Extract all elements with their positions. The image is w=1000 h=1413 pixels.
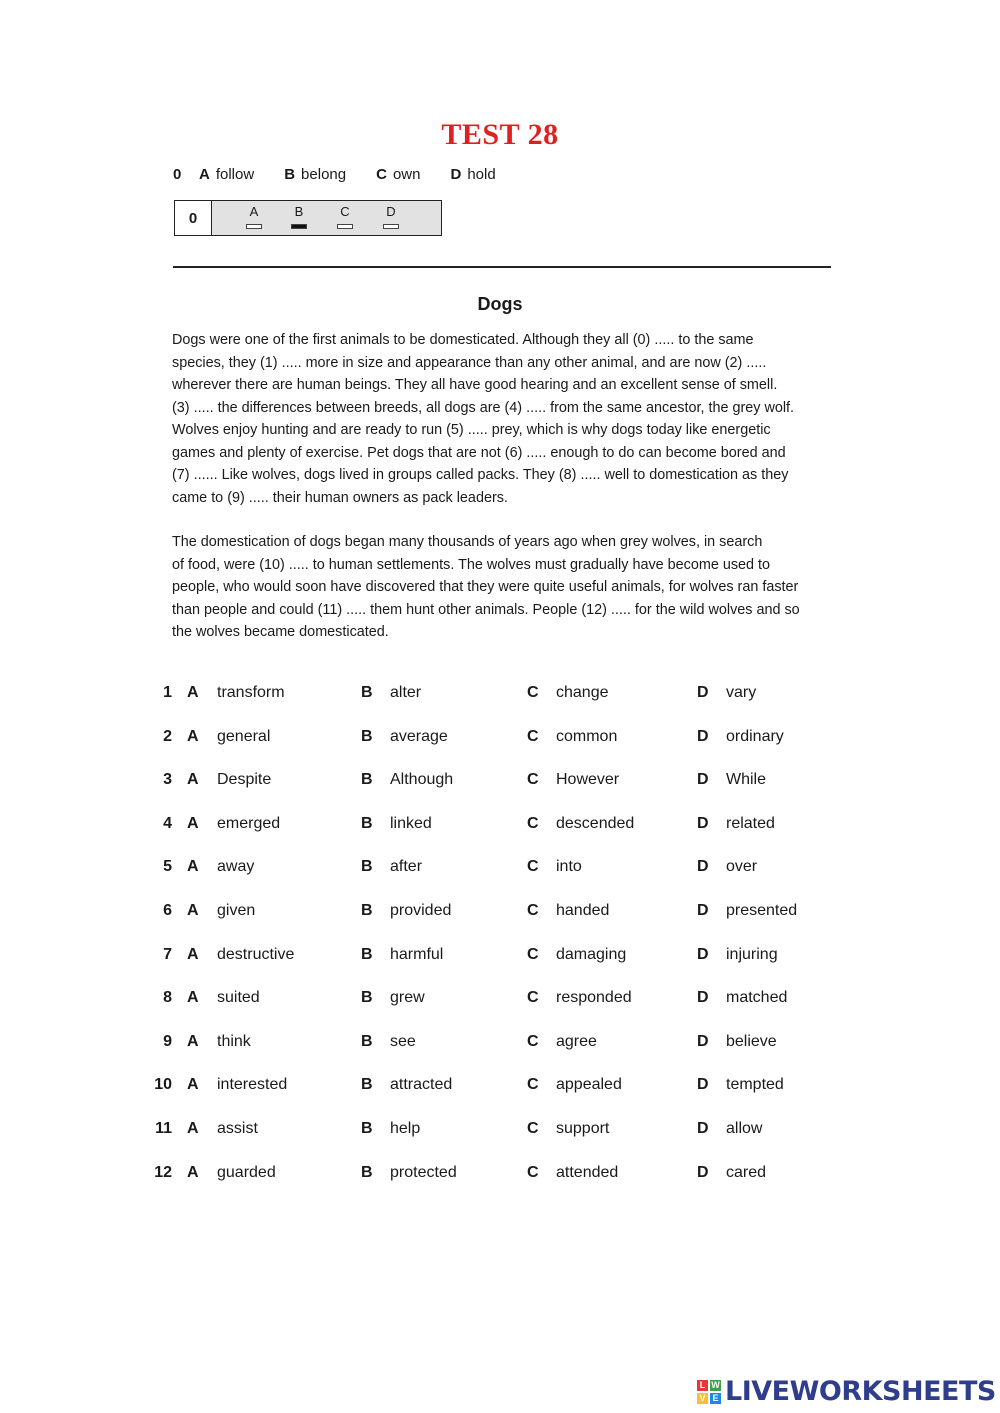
option-word: guarded — [217, 1163, 276, 1181]
question-number: 9 — [163, 1032, 172, 1050]
question-number: 11 — [155, 1120, 172, 1137]
paragraph-2-line: of food, were (10) ..... to human settlements. The wolves must gradually have become used to — [172, 556, 771, 573]
option-word: away — [217, 858, 255, 876]
option-letter: C — [527, 1163, 539, 1181]
paragraph-1-line: wherever there are human beings. They all have good hearing and an excellent sense of smell. — [172, 377, 778, 393]
logo-tile: W — [711, 1379, 720, 1390]
option-word: attended — [556, 1163, 619, 1181]
option-word: ordinary — [726, 727, 784, 745]
paragraph-1-line: Dogs were one of the first animals to be domesticated. Although they all (0) ..... to the same — [172, 332, 754, 348]
option-word: after — [390, 858, 423, 876]
option-word: support — [556, 1120, 610, 1137]
option-word: agree — [556, 1032, 597, 1050]
paragraph-2-line: people, who would soon have discovered that they were quite useful animals, for wolves ran faster — [172, 579, 799, 595]
option-letter: C — [527, 771, 539, 789]
answer-box-options — [212, 201, 441, 235]
option-letter: A — [187, 1120, 199, 1137]
option-word: attracted — [390, 1076, 453, 1094]
question-row — [0, 858, 1000, 884]
question-row — [0, 989, 1000, 1015]
option-word: suited — [217, 989, 260, 1007]
option-word: assist — [217, 1120, 258, 1137]
passage-paragraph-2 — [172, 531, 832, 644]
option-letter: B — [361, 858, 373, 876]
option-word: general — [217, 727, 271, 745]
option-word: destructive — [217, 945, 295, 963]
option-word: provided — [390, 902, 452, 919]
passage-heading: Dogs — [477, 294, 523, 314]
option-letter: D — [697, 902, 709, 919]
option-word: average — [390, 727, 448, 745]
answer-letter-a: A — [249, 204, 259, 219]
paragraph-1-line: (3) ..... the differences between breeds, all dogs are (4) ..... from the same ancestor, the grey wolf. — [172, 399, 795, 416]
question-number: 1 — [163, 684, 172, 701]
option-word: tempted — [726, 1076, 784, 1094]
option-word: damaging — [556, 945, 627, 963]
option-word: cared — [726, 1163, 767, 1181]
question-number: 4 — [163, 814, 172, 832]
question-row — [0, 1120, 1000, 1146]
option-letter: C — [527, 1076, 539, 1094]
option-word: protected — [390, 1163, 457, 1181]
option-word: Despite — [217, 771, 272, 789]
paragraph-2-line: than people and could (11) ..... them hunt other animals. People (12) ..... for the wild wolves and so — [172, 601, 800, 618]
option-letter: C — [527, 858, 539, 876]
option-word: belong — [301, 166, 347, 183]
option-word: allow — [726, 1120, 763, 1137]
question-number: 8 — [163, 989, 172, 1007]
option-letter: B — [284, 166, 296, 183]
option-letter: C — [527, 945, 539, 963]
option-letter: D — [697, 727, 709, 745]
option-letter: B — [361, 1032, 373, 1050]
question-row — [0, 1033, 1000, 1059]
option-letter: D — [697, 1120, 709, 1137]
option-letter: C — [527, 1120, 539, 1137]
option-letter: D — [450, 166, 462, 183]
option-word: over — [726, 858, 758, 876]
option-word: appealed — [556, 1076, 622, 1094]
question-row — [0, 902, 1000, 928]
option-letter: A — [187, 684, 199, 701]
option-letter: A — [187, 727, 199, 745]
option-word: common — [556, 727, 618, 745]
option-letter: B — [361, 989, 373, 1007]
question-number: 2 — [163, 727, 172, 745]
example-option-b — [284, 166, 346, 183]
logo-tile: V — [697, 1393, 708, 1404]
option-letter: D — [697, 771, 709, 789]
logo-tile: L — [697, 1380, 708, 1391]
option-word: help — [390, 1120, 421, 1137]
answer-mark-a — [246, 224, 262, 229]
option-word: linked — [390, 814, 432, 832]
option-word: Although — [390, 771, 454, 789]
question-number: 3 — [163, 771, 172, 789]
section-divider — [173, 266, 831, 268]
option-word: descended — [556, 814, 635, 832]
paragraph-2-line: the wolves became domesticated. — [172, 624, 389, 640]
option-word: transform — [217, 684, 285, 701]
answer-letter-c: C — [340, 204, 350, 219]
paragraph-1-line: (7) ...... Like wolves, dogs lived in groups called packs. They (8) ..... well to domestication as they — [172, 467, 789, 483]
option-letter: A — [187, 945, 199, 963]
test-title: TEST 28 — [441, 118, 559, 151]
example-option-a — [199, 166, 254, 183]
option-letter: A — [199, 166, 210, 183]
answer-mark-b — [291, 224, 307, 229]
example-number: 0 — [173, 166, 182, 183]
option-word: into — [556, 858, 582, 876]
option-letter: C — [527, 684, 539, 701]
option-word: responded — [556, 989, 632, 1007]
question-number: 7 — [163, 945, 172, 963]
logo-tile: E — [710, 1393, 721, 1404]
option-word: emerged — [217, 814, 281, 832]
option-letter: B — [361, 814, 373, 832]
option-letter: A — [187, 771, 199, 789]
question-row — [0, 1076, 1000, 1102]
option-letter: A — [187, 1076, 199, 1094]
question-number: 6 — [163, 902, 172, 919]
question-row — [0, 684, 1000, 710]
paragraph-1-line: species, they (1) ..... more in size and appearance than any other animal, and are now (2) ..... — [172, 354, 767, 371]
option-letter: B — [361, 945, 373, 963]
option-letter: C — [376, 166, 387, 183]
option-word: related — [726, 814, 775, 832]
option-letter: D — [697, 684, 709, 701]
option-letter: C — [527, 989, 539, 1007]
option-word: see — [390, 1032, 416, 1050]
option-word: injuring — [726, 945, 778, 963]
option-letter: D — [697, 1163, 709, 1181]
option-letter: A — [187, 989, 199, 1007]
option-letter: A — [187, 902, 199, 919]
option-letter: B — [361, 1120, 373, 1137]
option-letter: A — [187, 814, 199, 832]
option-letter: B — [361, 684, 373, 701]
option-word: matched — [726, 989, 788, 1007]
example-option-c — [376, 166, 420, 183]
brand-name: LIVEWORKSHEETS — [725, 1376, 996, 1407]
option-letter: A — [187, 1032, 199, 1050]
question-row — [0, 815, 1000, 841]
option-word: given — [217, 902, 256, 919]
question-number: 5 — [163, 858, 172, 876]
answer-letter-d: D — [386, 204, 396, 219]
option-letter: D — [697, 1032, 709, 1050]
option-word: change — [556, 684, 609, 701]
option-word: handed — [556, 902, 610, 919]
paragraph-1-line: games and plenty of exercise. Pet dogs that are not (6) ..... enough to do can become bored and — [172, 444, 786, 461]
option-letter: D — [697, 858, 709, 876]
option-letter: C — [527, 902, 539, 919]
passage-paragraph-1 — [172, 329, 832, 509]
option-letter: A — [187, 858, 199, 876]
example-option-d — [450, 166, 495, 183]
option-letter: A — [187, 1163, 199, 1181]
example-answer-box — [174, 200, 442, 236]
option-letter: C — [527, 814, 539, 832]
option-word: think — [217, 1032, 251, 1050]
answer-letter-b: B — [294, 204, 304, 219]
paragraph-2-line: The domestication of dogs began many thousands of years ago when grey wolves, in search — [172, 534, 763, 550]
option-letter: D — [697, 1076, 709, 1094]
option-word: While — [726, 771, 767, 789]
answer-mark-d — [383, 224, 399, 229]
paragraph-1-line: Wolves enjoy hunting and are ready to run (5) ..... prey, which is why dogs today like energetic — [172, 422, 771, 438]
question-row — [0, 771, 1000, 797]
option-letter: C — [527, 727, 539, 745]
liveworksheets-footer — [697, 1376, 996, 1407]
option-letter: B — [361, 727, 373, 745]
question-number: 10 — [154, 1076, 172, 1094]
question-row — [0, 728, 1000, 754]
option-letter: D — [697, 814, 709, 832]
answer-box-number: 0 — [175, 201, 212, 235]
option-letter: C — [527, 1032, 539, 1050]
question-row — [0, 1164, 1000, 1190]
option-letter: D — [697, 945, 709, 963]
option-letter: B — [361, 1076, 373, 1094]
option-word: interested — [217, 1076, 288, 1094]
option-letter: D — [697, 989, 709, 1007]
option-word: follow — [215, 166, 255, 183]
option-word: alter — [390, 684, 422, 701]
option-letter: B — [361, 1163, 373, 1181]
option-word: harmful — [390, 945, 444, 963]
example-question — [173, 166, 526, 183]
question-number: 12 — [154, 1163, 172, 1181]
option-letter: B — [361, 771, 373, 789]
option-letter: B — [361, 902, 373, 919]
option-word: presented — [726, 902, 798, 919]
option-word: own — [392, 166, 421, 183]
answer-mark-c — [337, 224, 353, 229]
option-word: hold — [467, 166, 496, 183]
liveworksheets-logo-icon — [697, 1380, 721, 1404]
option-word: vary — [726, 684, 757, 701]
option-word: grew — [390, 989, 425, 1007]
option-word: However — [556, 771, 620, 789]
question-row — [0, 946, 1000, 972]
paragraph-1-line: came to (9) ..... their human owners as pack leaders. — [172, 489, 508, 506]
option-word: believe — [726, 1032, 777, 1050]
